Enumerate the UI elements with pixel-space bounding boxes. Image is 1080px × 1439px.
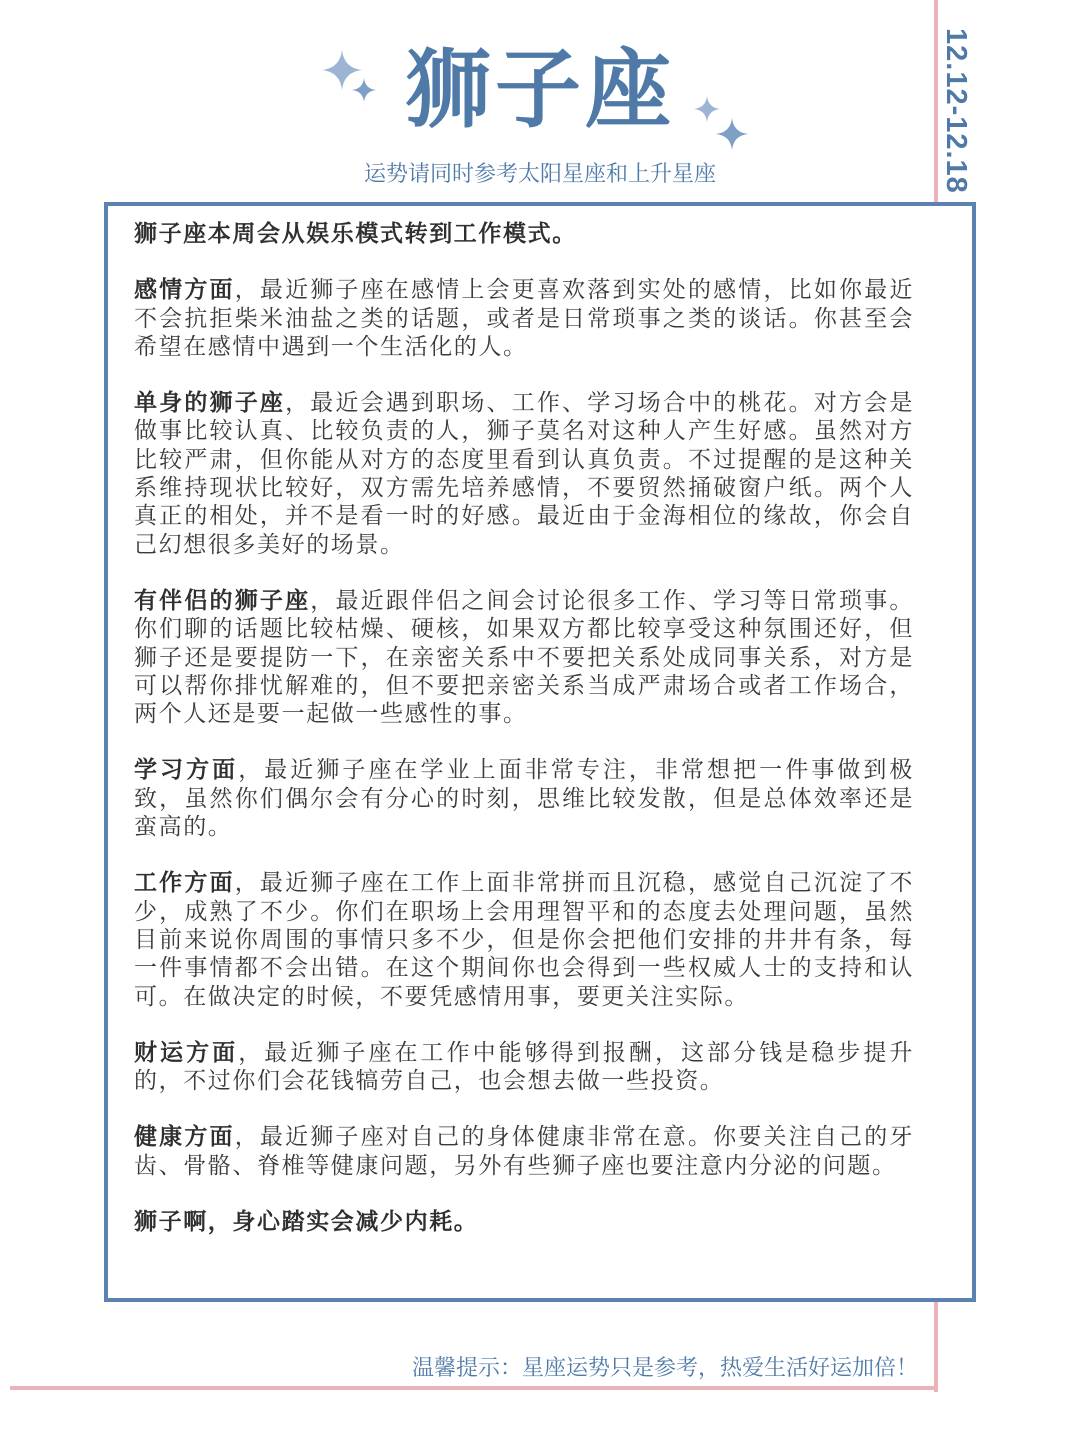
footer-tip: 温馨提示：星座运势只是参考，热爱生活好运加倍！: [411, 1356, 918, 1381]
section-love: [134, 276, 914, 361]
section-body: ，最近狮子座在工作中能够得到报酬，这部分钱是稳步提升的，不过你们会花钱犒劳自己，也会想去做一些投资。: [134, 1039, 914, 1095]
section-single: [134, 389, 914, 559]
section-body: ，最近跟伴侣之间会讨论很多工作、学习等日常琐事。你们聊的话题比较枯燥、硬核，如果双方都比较享受这种氛围还好，但狮子还是要提防一下，在亲密关系中不要把关系处成同事关系，对方是可以帮你排忧解难的，但不要把亲密关系当成严肃场合或者工作场合，两个人还是要一起做一些感性的事。: [134, 587, 914, 728]
section-body: ，最近狮子座对自己的身体健康非常在意。你要关注自己的牙齿、骨骼、脊椎等健康问题，另外有些狮子座也要注意内分泌的问题。: [134, 1124, 914, 1179]
section-heading: 单身的狮子座: [134, 390, 286, 417]
section-work: [134, 869, 914, 1010]
closing-paragraph: 狮子啊，身心踏实会减少内耗。: [134, 1209, 479, 1236]
section-heading: 学习方面: [134, 757, 239, 784]
section-body: ，最近会遇到职场、工作、学习场合中的桃花。对方会是做事比较认真、比较负责的人，狮子莫名对这种人产生好感。虽然对方比较严肃，但你能从对方的态度里看到认真负责。不过提醒的是这种关系维持现状比较好，双方需先培养感情，不要贸然捅破窗户纸。两个人真正的相处，并不是看一时的好感。最近由于金海相位的缘故，你会自己幻想很多美好的场景。: [134, 390, 914, 558]
section-heading: 感情方面: [134, 277, 235, 304]
page-subtitle: 运势请同时参考太阳星座和上升星座: [363, 162, 716, 187]
section-body: ，最近狮子座在工作上面非常拼而且沉稳，感觉自己沉淀了不少，成熟了不少。你们在职场上会用理智平和的态度去处理问题，虽然目前来说你周围的事情只多不少，但是你会把他们安排的井井有条，每一件事情都不会出错。在这个期间你也会得到一些权威人士的支持和认可。在做决定的时候，不要凭感情用事，要更关注实际。: [134, 870, 914, 1010]
section-body: ，最近狮子座在学业上面非常专注，非常想把一件事做到极致，虽然你们偶尔会有分心的时刻，思维比较发散，但是总体效率还是蛮高的。: [134, 757, 914, 841]
section-wealth: [134, 1039, 914, 1096]
section-heading: 工作方面: [134, 870, 235, 897]
horoscope-text: [134, 220, 914, 1264]
sparkle-small-icon: [352, 78, 376, 102]
section-body: ，最近狮子座在感情上会更喜欢落到实处的感情，比如你最近不会抗拒柴米油盐之类的话题，或者是日常琐事之类的谈话。你甚至会希望在感情中遇到一个生活化的人。: [134, 277, 914, 360]
section-health: [134, 1123, 914, 1180]
page-title: 狮子座: [405, 40, 675, 140]
sparkle-medium-icon: [716, 118, 748, 150]
section-study: [134, 756, 914, 841]
section-heading: 有伴侣的狮子座: [134, 587, 311, 614]
section-heading: 财运方面: [134, 1039, 239, 1066]
pink-horizontal-line: [10, 1386, 938, 1390]
date-range: 12.12-12.18: [940, 28, 972, 194]
section-heading: 健康方面: [134, 1124, 235, 1151]
section-partnered: [134, 587, 914, 728]
lead-paragraph: 狮子座本周会从娱乐模式转到工作模式。: [134, 221, 577, 247]
